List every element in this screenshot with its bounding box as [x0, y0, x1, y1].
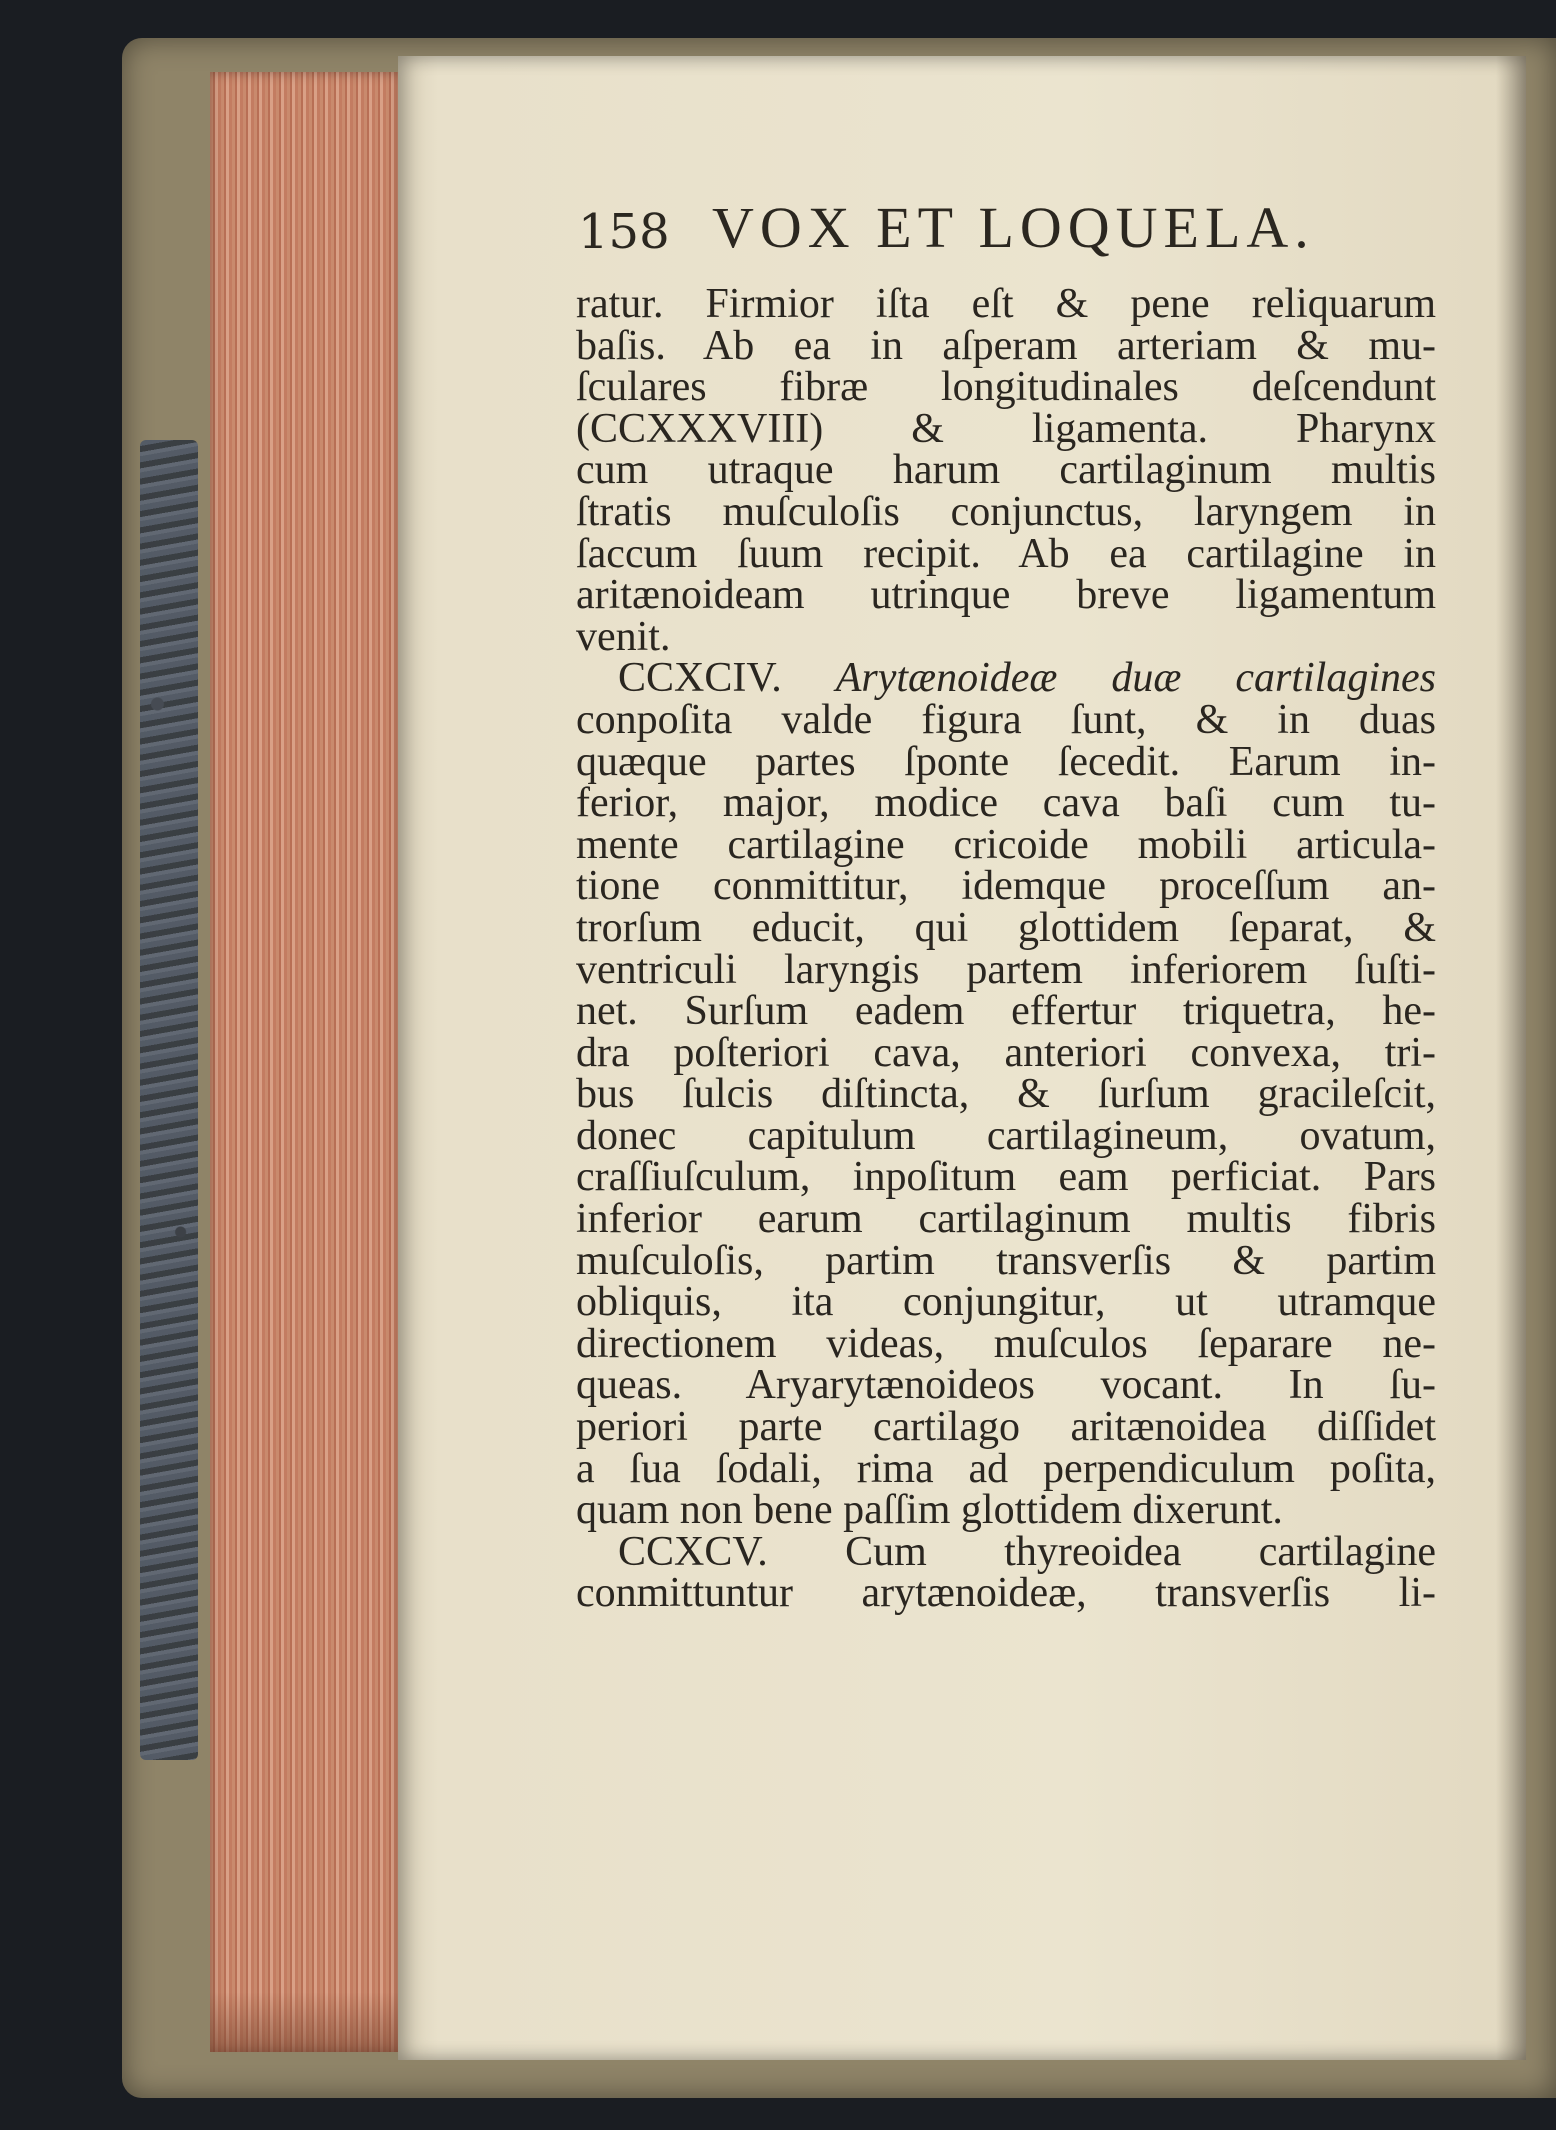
running-head	[578, 194, 1498, 274]
page-fore-edges	[210, 72, 400, 2052]
text-line: obliquis, ita conjungitur, ut utramque	[576, 1279, 1436, 1326]
section-lead-text: Cum thyreoidea cartilagine	[845, 1528, 1436, 1575]
text-line: a ſua ſodali, rima ad perpendiculum poſita,	[576, 1445, 1436, 1492]
text-line: aritænoideam utrinque breve ligamentum	[576, 572, 1436, 619]
section-number: CCXCV.	[618, 1528, 768, 1575]
text-line: cum utraque harum cartilaginum multis	[576, 447, 1436, 494]
text-line: tione conmittitur, idemque proceſſum an-	[576, 863, 1436, 910]
text-line: dra poſteriori cava, anteriori convexa, tri-	[576, 1029, 1436, 1076]
text-line: ſculares fibræ longitudinales deſcendunt	[576, 364, 1436, 411]
marbled-cover-edge	[140, 440, 198, 1760]
section-heading-line	[576, 655, 1436, 702]
text-line: directionem videas, muſculos ſeparare ne-	[576, 1320, 1436, 1367]
text-line: muſculoſis, partim transverſis & partim	[576, 1237, 1436, 1284]
text-line: periori parte cartilago aritænoidea diſſidet	[576, 1404, 1436, 1451]
text-line: quam non bene paſſim glottidem dixerunt.	[576, 1487, 1283, 1534]
text-line: ratur. Firmior iſta eſt & pene reliquarum	[576, 281, 1436, 327]
text-line: (CCXXXVIII) & ligamenta. Pharynx	[576, 405, 1436, 452]
text-line: queas. Aryarytænoideos vocant. In ſu-	[576, 1362, 1436, 1409]
section-number: CCXCIV.	[618, 655, 782, 702]
text-line: ſaccum ſuum recipit. Ab ea cartilagine in	[576, 530, 1436, 577]
text-line: conpoſita valde figura ſunt, & in duas	[576, 696, 1436, 743]
text-line: ventriculi laryngis partem inferiorem ſuſti-	[576, 946, 1436, 993]
book-page	[398, 56, 1526, 2060]
text-body	[576, 281, 1436, 1617]
text-line: conmittuntur arytænoideæ, transverſis li-	[576, 1570, 1436, 1617]
text-line: mente cartilagine cricoide mobili articula-	[576, 821, 1436, 868]
section-heading-line	[576, 1528, 1436, 1575]
text-line: net. Surſum eadem effertur triquetra, he-	[576, 988, 1436, 1035]
text-line: trorſum educit, qui glottidem ſeparat, &	[576, 904, 1436, 951]
text-line: donec capitulum cartilagineum, ovatum,	[576, 1112, 1436, 1159]
gutter-shadow	[1496, 56, 1526, 2060]
text-line: bus ſulcis diſtincta, & ſurſum gracileſcit,	[576, 1071, 1436, 1118]
text-line: craſſiuſculum, inpoſitum eam perficiat. Pars	[576, 1154, 1436, 1201]
text-line: venit.	[576, 613, 671, 660]
text-line: baſis. Ab ea in aſperam arteriam & mu-	[576, 322, 1436, 369]
text-line: ferior, major, modice cava baſi cum tu-	[576, 780, 1436, 827]
running-title: VOX ET LOQUELA.	[712, 195, 1315, 260]
text-line: inferior earum cartilaginum multis fibris	[576, 1196, 1436, 1243]
section-italic-lead: Arytænoideæ duæ cartilagines	[835, 655, 1436, 702]
text-line: ſtratis muſculoſis conjunctus, laryngem in	[576, 488, 1436, 535]
text-line: quæque partes ſponte ſecedit. Earum in-	[576, 738, 1436, 785]
page-number: 158	[578, 204, 670, 260]
